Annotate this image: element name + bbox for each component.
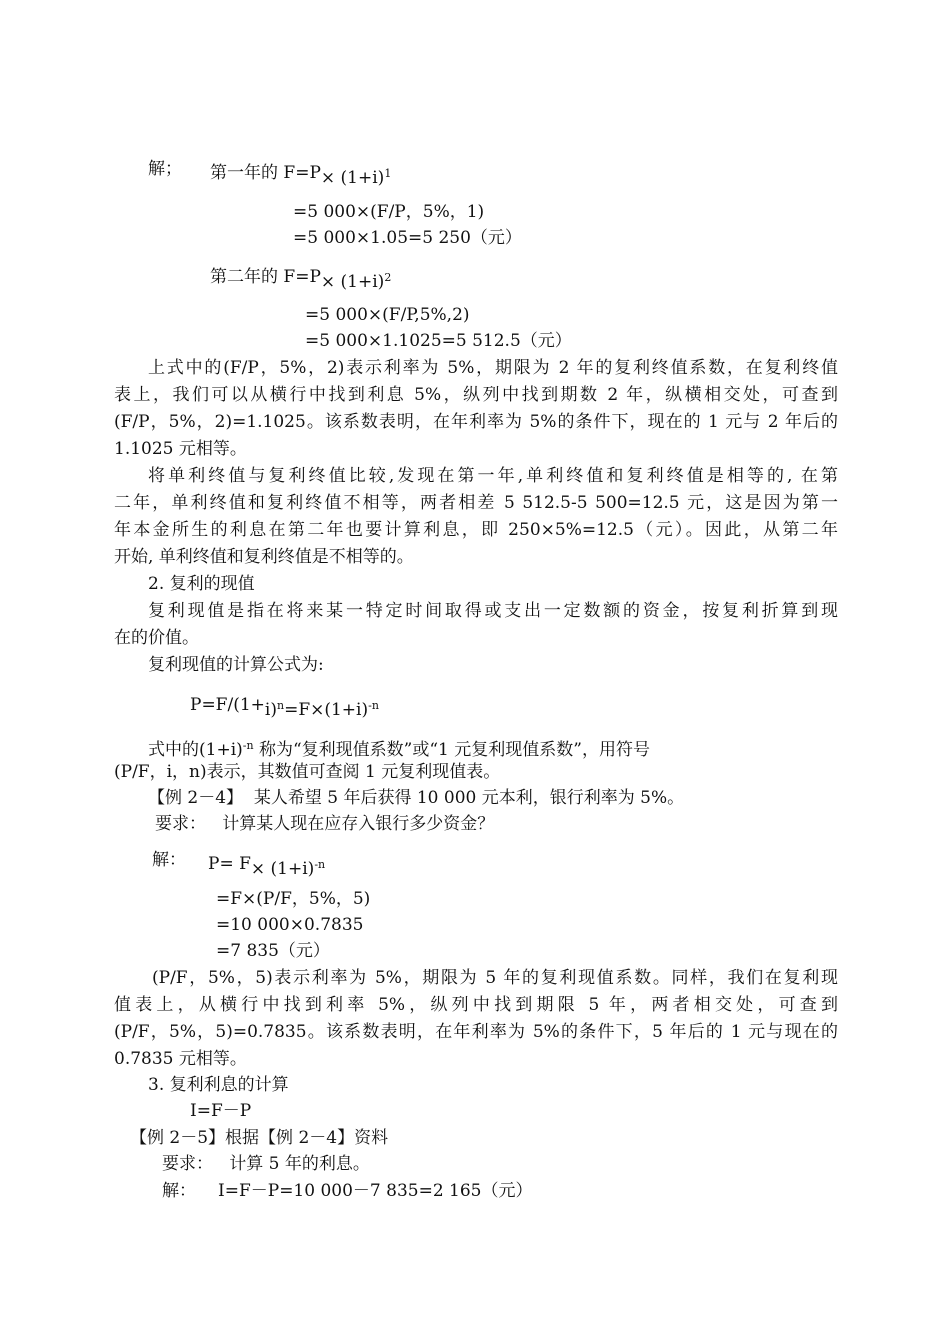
formula-line: =7 835（元） [216, 941, 330, 961]
paragraph-line: 开始, 单利终值和复利终值是不相等的。 [114, 547, 414, 567]
formula-line: 第一年的 $F=P\times (1+i)^1$ [210, 163, 392, 188]
formula-line: =5 000×(F/P,5%,2) [305, 305, 470, 325]
paragraph-line: 年本金所生的利息在第二年也要计算利息，即 250×5%=12.5（元）。因此，从第二年 [114, 520, 838, 540]
example-heading: 【例 2－4】 某人希望 5 年后获得 10 000 元本利，银行利率为 5%。 [148, 788, 685, 808]
section-heading: 3. 复利利息的计算 [148, 1075, 289, 1095]
paragraph-line: 复利现值是指在将来某一特定时间取得或支出一定数额的资金，按复利折算到现 [148, 601, 838, 621]
paragraph-line: 二年，单利终值和复利终值不相等，两者相差 5 512.5-5 500=12.5 元，这是因为第一 [114, 493, 838, 513]
solution-label: 解： [162, 1181, 196, 1201]
solution-label: 解； [148, 159, 182, 179]
formula-line: $P=F/(1+i)^n=F\times(1+i)^{-n}$ [190, 695, 379, 720]
paragraph-line: 式中的$(1+i)^{-n}$ 称为“复利现值系数”或“1 元复利现值系数”，用符号 [148, 739, 650, 760]
formula-line: =5 000×(F/P，5%，1) [293, 202, 485, 222]
paragraph-line: 复利现值的计算公式为: [148, 655, 324, 675]
formula-line: =10 000×0.7835 [216, 915, 364, 935]
paragraph-line: 0.7835 元相等。 [114, 1049, 247, 1069]
formula-line: 第二年的 $F=P\times (1+i)^2$ [210, 267, 392, 292]
paragraph-line: 上式中的(F/P，5%，2)表示利率为 5%，期限为 2 年的复利终值系数，在复利终值 [148, 358, 838, 378]
paragraph-line: 表上，我们可以从横行中找到利息 5%，纵列中找到期数 2 年，纵横相交处，可查到 [114, 385, 838, 405]
paragraph-line: (P/F，5%，5)表示利率为 5%，期限为 5 年的复利现值系数。同样，我们在复利现 [152, 968, 838, 988]
formula-line: I=F－P=10 000－7 835=2 165（元） [218, 1181, 533, 1201]
paragraph-line: 将单利终值与复利终值比较,发现在第一年,单利终值和复利终值是相等的, 在第 [148, 466, 838, 486]
solution-label: 解： [152, 850, 186, 870]
paragraph-line: 值表上，从横行中找到利率 5%，纵列中找到期限 5 年，两者相交处，可查到 [114, 995, 838, 1015]
paragraph-line: (F/P，5%，2)=1.1025。该系数表明，在年利率为 5%的条件下，现在的 1 元与 2 年后的 [114, 412, 838, 432]
formula-line: =5 000×1.05=5 250（元） [293, 228, 522, 248]
requirement-line: 要求： 计算某人现在应存入银行多少资金？ [155, 814, 495, 834]
formula-line: =5 000×1.1025=5 512.5（元） [305, 331, 572, 351]
paragraph-line: 1.1025 元相等。 [114, 439, 247, 459]
formula-line: =F×(P/F，5%，5) [216, 889, 371, 909]
section-heading: 2. 复利的现值 [148, 574, 255, 594]
paragraph-line: (P/F，i，n)表示，其数值可查阅 1 元复利现值表。 [114, 762, 501, 782]
formula-line: $P= F\times (1+i)^{-n}$ [208, 854, 326, 879]
requirement-line: 要求： 计算 5 年的利息。 [162, 1154, 370, 1174]
formula-line: I=F－P [190, 1101, 252, 1121]
example-heading: 【例 2－5】根据【例 2－4】资料 [130, 1128, 389, 1148]
paragraph-line: 在的价值。 [114, 628, 199, 648]
paragraph-line: (P/F，5%，5)=0.7835。该系数表明，在年利率为 5%的条件下，5 年后的 1 元与现在的 [114, 1022, 838, 1042]
